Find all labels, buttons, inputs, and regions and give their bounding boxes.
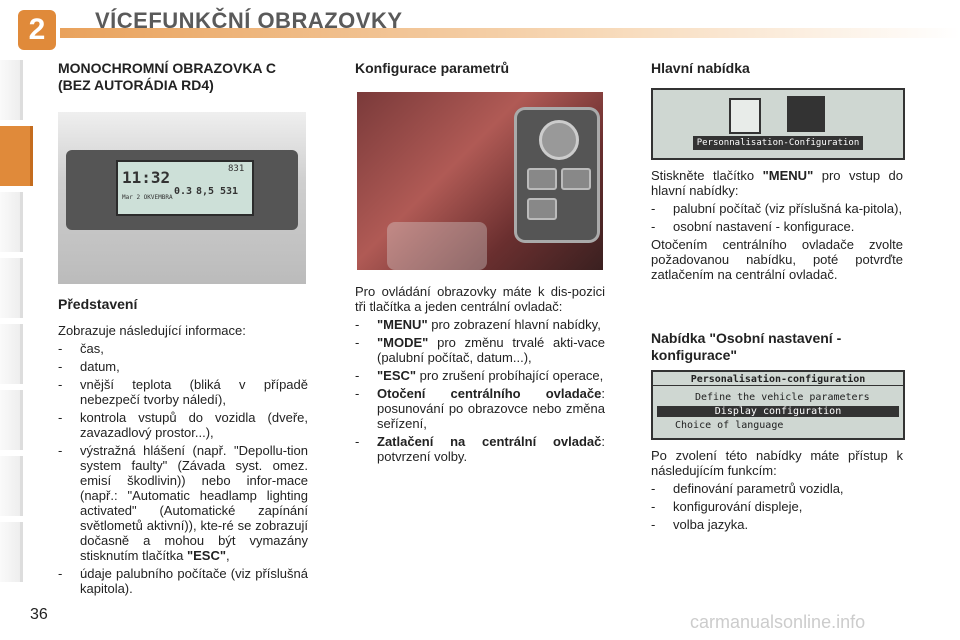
config-line-selected[interactable]: Display configuration — [657, 406, 899, 417]
page-title: VÍCEFUNKČNÍ OBRAZOVKY — [95, 8, 403, 33]
screen-value: 531 — [220, 186, 239, 197]
screen-time: 11:32 — [122, 168, 171, 187]
settings-icon — [787, 96, 825, 132]
section-heading: Hlavní nabídka — [651, 60, 750, 76]
list-item: - definování parametrů vozidla, — [651, 481, 844, 496]
list-item: - "ESC" pro zrušení probíhající operace, — [355, 368, 604, 383]
menu-selected-item: Personnalisation-Configuration — [693, 136, 863, 150]
side-tab[interactable] — [0, 60, 23, 120]
column-3-sub — [651, 330, 903, 364]
config-line[interactable]: Choice of language — [675, 420, 784, 431]
list-item: - kontrola vstupů do vozidla (dveře, zavazadlový prostor...), — [58, 410, 308, 440]
side-tab[interactable] — [0, 324, 23, 384]
list-item: - palubní počítač (viz příslušná ka-pitola), — [651, 201, 903, 216]
list-item: - konfigurování displeje, — [651, 499, 803, 514]
list-item: - "MODE" pro změnu trvalé akti-vace (palubní počítač, datum...), — [355, 335, 605, 365]
side-tab[interactable] — [0, 192, 23, 252]
column-2-body — [355, 284, 605, 464]
section-heading: Konfigurace parametrů — [355, 60, 510, 76]
config-menu-screen — [651, 370, 905, 440]
watermark: carmanualsonline.info — [690, 612, 866, 632]
side-tab-active[interactable] — [0, 126, 33, 186]
list-item: - výstražná hlášení (např. "Depollu-tion system faulty" (Závada syst. omez. emisí škodlivin)) nebo infor-mace (např.: "Automatic headlamp lighting activated" (Automatické zapínání světlometů aktivní)), kte-ré se zobrazují dočasně a mohou být vymazány stisknutím tlačítka "ESC", — [58, 443, 308, 563]
list-item: - osobní nastavení - konfigurace. — [651, 219, 855, 234]
chapter-badge: 2 — [18, 10, 56, 50]
intro-text: Zobrazuje následující informace: — [58, 323, 246, 338]
column-3-body — [651, 168, 903, 282]
column-3-body-2 — [651, 448, 903, 532]
config-line[interactable]: Define the vehicle parameters — [695, 392, 870, 403]
list-item: - "MENU" pro zobrazení hlavní nabídky, — [355, 317, 601, 332]
section-title: Představení — [58, 296, 138, 312]
para-instruction: Otočením centrálního ovladače zvolte požadovanou nabídku, poté potvrďte zatlačením na centrální ovladač. — [651, 237, 903, 282]
button-icon — [561, 168, 591, 190]
console-photo — [357, 92, 603, 270]
section-heading: Nabídka "Osobní nastavení - konfigurace" — [651, 330, 842, 363]
page-number: 36 — [30, 606, 48, 623]
page-header — [0, 0, 960, 58]
mono-screen — [116, 160, 254, 216]
screen-value: 0.3 — [174, 186, 193, 197]
button-icon — [527, 198, 557, 220]
config-screen-title: Personalisation-configuration — [653, 374, 903, 386]
side-tab[interactable] — [0, 456, 23, 516]
main-menu-screen — [651, 88, 905, 160]
central-knob-icon — [539, 120, 579, 160]
intro-text: Pro ovládání obrazovky máte k dis-pozici tři tlačítka a jeden centrální ovladač: — [355, 284, 605, 314]
list-item: - Otočení centrálního ovladače: posunování po obrazovce nebo změna seřízení, — [355, 386, 605, 431]
column-1-body — [58, 296, 308, 596]
list-item: - Zatlačení na centrální ovladač: potvrzení volby. — [355, 434, 605, 464]
list-item: - vnější teplota (bliká v případě nebezpečí tvorby náledí), — [58, 377, 308, 407]
button-icon — [527, 168, 557, 190]
section-heading: MONOCHROMNÍ OBRAZOVKA C (BEZ AUTORÁDIA RD4) — [58, 60, 277, 93]
screen-date: Mar 2 OKVEMBRA — [122, 194, 173, 201]
control-panel — [517, 110, 597, 240]
display-photo — [58, 112, 306, 284]
side-tab[interactable] — [0, 258, 23, 318]
column-3 — [651, 60, 903, 77]
display-bezel — [66, 150, 298, 230]
para-menu: Stiskněte tlačítko "MENU" pro vstup do hlavní nabídky: — [651, 168, 903, 198]
computer-icon — [729, 98, 761, 134]
list-item: - datum, — [58, 359, 120, 374]
column-1 — [58, 60, 308, 94]
screen-temp: 8,5 — [196, 186, 215, 197]
list-item: - údaje palubního počítače (viz příslušná kapitola). — [58, 566, 308, 596]
list-item: - volba jazyka. — [651, 517, 749, 532]
column-2 — [355, 60, 605, 77]
para-functions: Po zvolení této nabídky máte přístup k následujícím funkcím: — [651, 448, 903, 478]
list-item: - čas, — [58, 341, 104, 356]
side-tab[interactable] — [0, 390, 23, 450]
gear-lever-area — [387, 222, 487, 270]
screen-value: 831 — [228, 164, 245, 174]
side-tab[interactable] — [0, 522, 23, 582]
